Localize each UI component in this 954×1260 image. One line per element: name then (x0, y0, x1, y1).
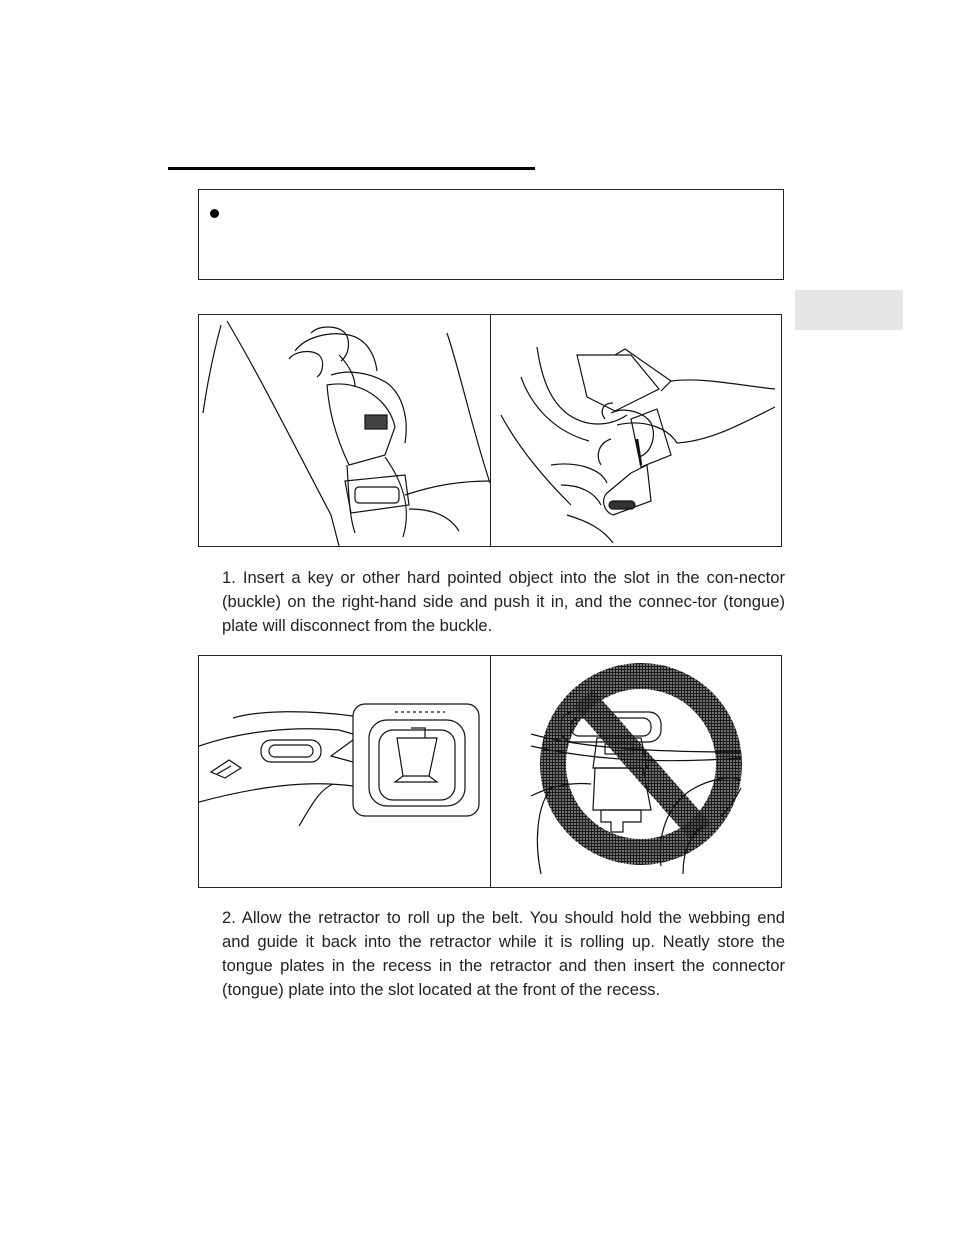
figure-disconnect-buckle (198, 314, 782, 547)
illustration-release-tongue (491, 315, 782, 546)
warning-box (198, 189, 784, 280)
instruction-step-2: 2. Allow the retractor to roll up the belt. You should hold the webbing end and guide it back into the retractor while it is rolling up. Neatly store the tongue plates in the recess in the retractor and then insert the connector (tongue) plate into the slot located at the front of the recess. (222, 908, 785, 999)
illustration-retractor-recess (199, 656, 490, 887)
bullet-icon (210, 209, 219, 218)
figure-store-tongue-plate (198, 655, 782, 888)
illustration-key-into-buckle (199, 315, 490, 546)
chapter-tab (795, 290, 903, 330)
illustration-prohibited-storage (491, 656, 782, 887)
section-heading-rule (168, 167, 535, 170)
instruction-step-1: 1. Insert a key or other hard pointed object into the slot in the con-nector (buckle) on the right-hand side and push it in, and the connec-tor (tongue) plate will disconnect from the buckle. (222, 568, 785, 635)
